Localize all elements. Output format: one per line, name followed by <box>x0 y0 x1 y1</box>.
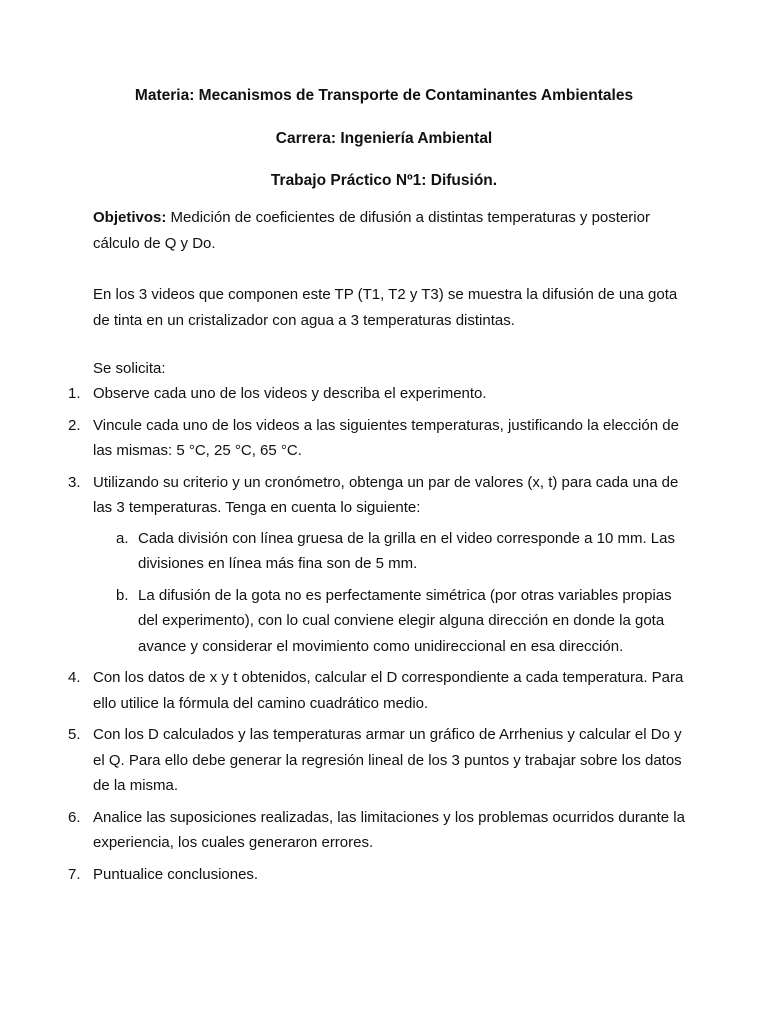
intro-paragraph: En los 3 videos que componen este TP (T1, T2 y T3) se muestra la difusión de una gota de tinta en un cristalizador con agua a 3 temperaturas distintas. <box>93 286 678 329</box>
list-item <box>68 665 688 716</box>
objectives-paragraph <box>93 205 683 256</box>
sub-list-item-text: Cada división con línea gruesa de la grilla en el video corresponde a 10 mm. Las divisiones en línea más fina son de 5 mm. <box>138 529 675 572</box>
list-item <box>68 862 688 888</box>
sub-list-item <box>93 583 688 660</box>
list-item-text: Con los datos de x y t obtenidos, calcular el D correspondiente a cada temperatura. Para ello utilice la fórmula del camino cuadrático medio. <box>93 669 684 712</box>
sub-list-item-letter: a. <box>116 529 129 547</box>
list-item-text: Con los D calculados y las temperaturas armar un gráfico de Arrhenius y calcular el Do y el Q. Para ello debe generar la regresión lineal de los 3 puntos y trabajar sobre los datos de la misma. <box>93 726 682 794</box>
list-item-number: 5. <box>68 726 81 743</box>
career-title: Carrera: Ingeniería Ambiental <box>275 130 493 147</box>
subject-title: Materia: Mecanismos de Transporte de Contaminantes Ambientales <box>134 87 634 104</box>
objectives-text: Medición de coeficientes de difusión a distintas temperaturas y posterior cálculo de Q y Do. <box>93 209 650 252</box>
list-item-number: 2. <box>68 416 81 434</box>
sub-list-item <box>93 526 688 577</box>
list-item-number: 4. <box>68 669 81 686</box>
assignment-title: Trabajo Práctico Nº1: Difusión. <box>270 172 498 189</box>
list-item-text: Observe cada uno de los videos y describa el experimento. <box>93 385 487 402</box>
list-item <box>68 381 688 407</box>
task-list <box>68 381 688 887</box>
list-item-number: 6. <box>68 808 81 826</box>
list-item <box>68 805 688 856</box>
objectives-label: Objetivos: <box>93 209 167 226</box>
list-item-number: 3. <box>68 473 81 491</box>
list-item <box>68 470 688 660</box>
list-item-number: 1. <box>68 385 81 402</box>
list-item-text: Analice las suposiciones realizadas, las limitaciones y los problemas ocurridos durante la experiencia, los cuales generaron errores. <box>93 808 685 851</box>
list-item-number: 7. <box>68 865 81 883</box>
sub-list-item-text: La difusión de la gota no es perfectamente simétrica (por otras variables propias del experimento), con lo cual conviene elegir alguna dirección en donde la gota avance y considerar el movimiento como unidireccional en esa dirección. <box>138 586 672 655</box>
sub-list <box>93 526 688 660</box>
list-item <box>68 722 688 799</box>
request-label: Se solicita: <box>93 360 166 377</box>
list-item <box>68 413 688 464</box>
list-item-text: Vincule cada uno de los videos a las siguientes temperaturas, justificando la elección de las mismas: 5 °C, 25 °C, 65 °C. <box>93 416 679 459</box>
sub-list-item-letter: b. <box>116 586 129 604</box>
list-item-text: Puntualice conclusiones. <box>93 865 259 883</box>
list-item-text: Utilizando su criterio y un cronómetro, obtenga un par de valores (x, t) para cada una de las 3 temperaturas. Tenga en cuenta lo siguiente: <box>93 473 679 516</box>
